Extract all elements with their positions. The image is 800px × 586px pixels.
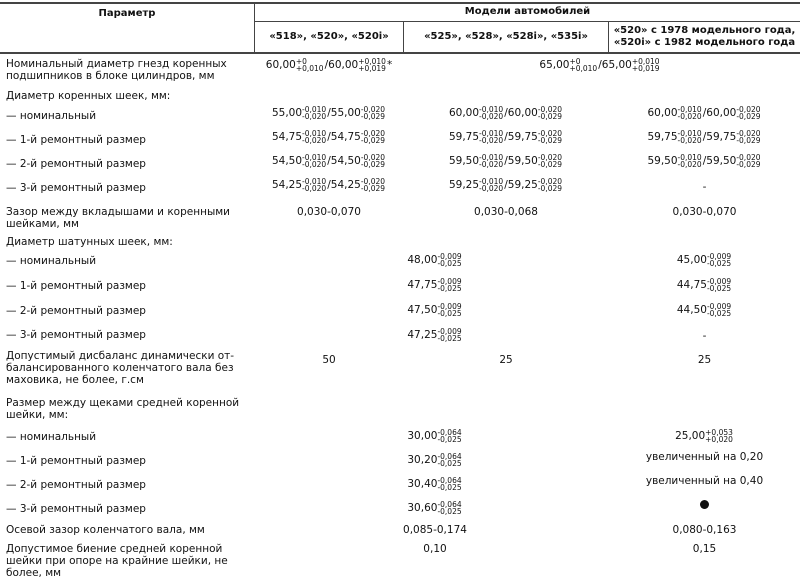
table-top-border xyxy=(0,2,800,4)
tolerance-dimension: 54,25 -0,010 -0,020 /54,25 -0,020 -0,029 xyxy=(271,177,386,193)
tolerance-dimension: 47,25 -0,009 -0,025 xyxy=(407,327,462,343)
header-parameter: Параметр xyxy=(98,8,156,19)
tolerance-dimension: 30,00 -0,064 -0,025 xyxy=(407,428,462,444)
row-label: Диаметр коренных шеек, мм: xyxy=(6,90,171,102)
row-label: Диаметр шатунных шеек, мм: xyxy=(6,236,173,248)
oversize-text: увеличенный на 0,40 xyxy=(645,475,764,487)
tolerance-dimension: 59,50 -0,010 -0,020 /59,50 -0,020 -0,029 xyxy=(448,153,563,169)
row-label: — номинальный xyxy=(6,431,97,443)
axial-clearance-value: 0,080-0,163 xyxy=(672,524,737,536)
tolerance-dimension: 60,00 -0,010 -0,020 /60,00 -0,020 -0,029 xyxy=(448,105,563,121)
clearance-value: 0,030-0,070 xyxy=(672,206,737,218)
row-label: — 1-й ремонтный размер xyxy=(6,280,146,292)
tolerance-dimension: 60,00 +0 +0,010 /60,00 +0,010 +0,019 * xyxy=(265,57,393,73)
row-label: — 1-й ремонтный размер xyxy=(6,455,146,467)
imbalance-value: 25 xyxy=(697,354,712,366)
value-dash: - xyxy=(702,330,707,342)
row-label: Зазор между вкладышами и коренными шейками, мм xyxy=(6,206,230,230)
filled-circle-icon xyxy=(609,500,800,512)
header-col1: «518», «520», «520i» xyxy=(269,31,389,42)
row-label: Допустимый дисбаланс динамически от- балансированного коленчатого вала без маховика, не более, г.см xyxy=(6,350,235,386)
clearance-value: 0,030-0,070 xyxy=(297,206,361,218)
oversize-text: увеличенный на 0,20 xyxy=(645,451,764,463)
row-label: — 3-й ремонтный размер xyxy=(6,329,146,341)
row-label: Размер между щеками средней коренной шейки, мм: xyxy=(6,397,240,421)
row-label: — 2-й ремонтный размер xyxy=(6,158,146,170)
header-col3: «520» с 1978 модельного года, «520i» с 1982 модельного года xyxy=(613,25,796,48)
row-label: — 2-й ремонтный размер xyxy=(6,479,146,491)
row-label: Номинальный диаметр гнезд коренных подшипников в блоке цилиндров, мм xyxy=(6,58,227,82)
row-label: — 3-й ремонтный размер xyxy=(6,503,146,515)
tolerance-dimension: 47,50 -0,009 -0,025 xyxy=(407,302,462,318)
tolerance-dimension: 30,40 -0,064 -0,025 xyxy=(407,476,462,492)
tolerance-dimension: 44,50 -0,009 -0,025 xyxy=(676,302,732,318)
tolerance-dimension: 30,60 -0,064 -0,025 xyxy=(407,500,462,516)
tolerance-dimension: 59,75 -0,010 -0,020 /59,75 -0,020 -0,029 xyxy=(448,129,563,145)
header-mid-rule xyxy=(255,21,800,22)
tolerance-dimension: 54,75 -0,010 -0,020 /54,75 -0,020 -0,029 xyxy=(271,129,386,145)
runout-value: 0,10 xyxy=(423,543,447,555)
row-label: Допустимое биение средней коренной шейки при опоре на крайние шейки, не более, мм xyxy=(6,543,228,579)
clearance-value: 0,030-0,068 xyxy=(474,206,538,218)
tolerance-dimension: 45,00 -0,009 -0,025 xyxy=(676,252,732,268)
tolerance-dimension: 55,00 -0,010 -0,020 /55,00 -0,020 -0,029 xyxy=(271,105,386,121)
row-label: Осевой зазор коленчатого вала, мм xyxy=(6,524,205,536)
row-label: — номинальный xyxy=(6,110,97,122)
tolerance-dimension: 54,50 -0,010 -0,020 /54,50 -0,020 -0,029 xyxy=(271,153,386,169)
tolerance-dimension: 59,50 -0,010 -0,020 /59,50 -0,020 -0,029 xyxy=(647,153,761,169)
tolerance-dimension: 47,75 -0,009 -0,025 xyxy=(407,277,462,293)
tolerance-dimension: 60,00 -0,010 -0,020 /60,00 -0,020 -0,029 xyxy=(647,105,761,121)
imbalance-value: 50 xyxy=(322,354,336,366)
header-bottom-rule xyxy=(0,52,800,54)
value-dash: - xyxy=(702,181,707,193)
tolerance-dimension: 44,75 -0,009 -0,025 xyxy=(676,277,732,293)
row-label: — номинальный xyxy=(6,255,97,267)
tolerance-dimension: 30,20 -0,064 -0,025 xyxy=(407,452,462,468)
header-models: Модели автомобилей xyxy=(464,6,591,17)
runout-value: 0,15 xyxy=(692,543,717,555)
header-col2: «525», «528», «528i», «535i» xyxy=(424,31,588,42)
imbalance-value: 25 xyxy=(499,354,513,366)
row-label: — 1-й ремонтный размер xyxy=(6,134,146,146)
tolerance-dimension: 48,00 -0,009 -0,025 xyxy=(407,252,462,268)
row-label: — 3-й ремонтный размер xyxy=(6,182,146,194)
tolerance-dimension: 59,25 -0,010 -0,020 /59,25 -0,020 -0,029 xyxy=(448,177,563,193)
axial-clearance-value: 0,085-0,174 xyxy=(403,524,467,536)
tolerance-dimension: 59,75 -0,010 -0,020 /59,75 -0,020 -0,029 xyxy=(647,129,761,145)
tolerance-dimension: 25,00 +0,053 +0,020 xyxy=(675,428,733,444)
row-label: — 2-й ремонтный размер xyxy=(6,305,146,317)
tolerance-dimension: 65,00 +0 +0,010 /65,00 +0,010 +0,019 xyxy=(539,57,660,73)
